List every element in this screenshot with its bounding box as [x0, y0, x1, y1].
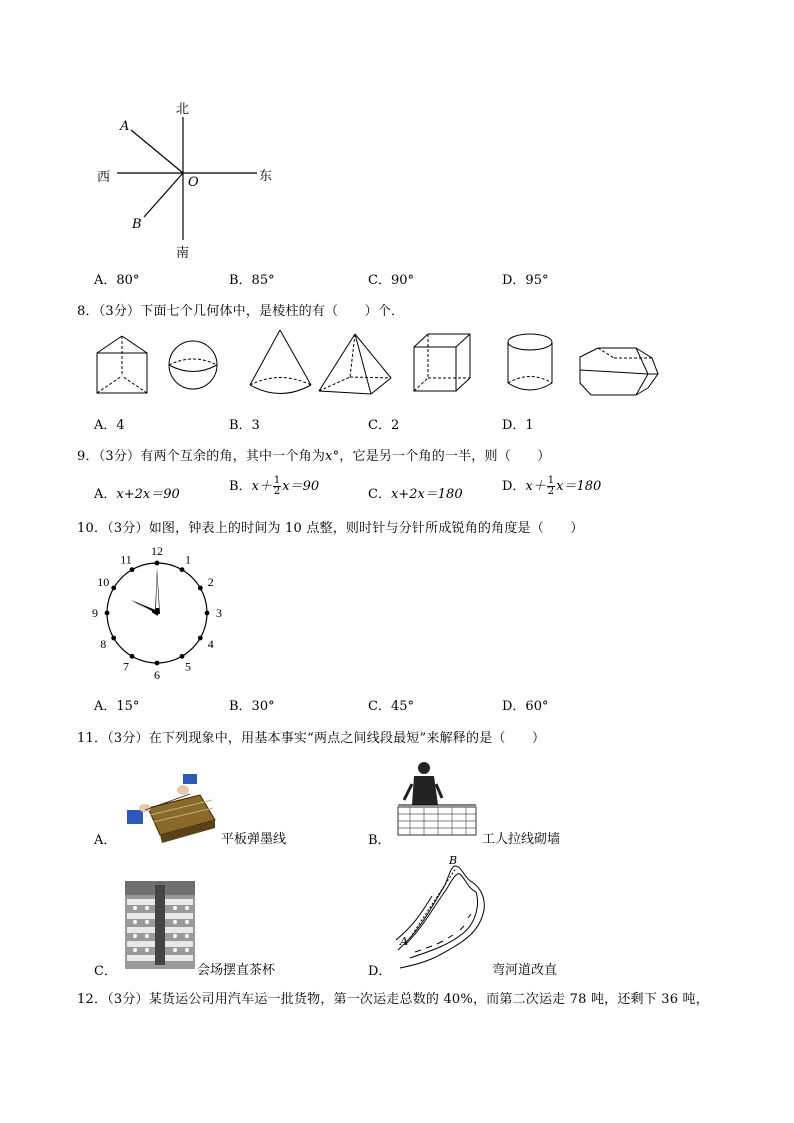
q9-option-a[interactable]: A．x+2x＝90 — [94, 487, 180, 502]
q10-option-b[interactable]: B．30° — [229, 699, 275, 714]
q11-option-c-letter[interactable]: C． — [94, 964, 117, 979]
q10-option-c[interactable]: C．45° — [368, 699, 414, 714]
clock-number: 1 — [185, 552, 191, 567]
q7-option-b[interactable]: B．85° — [229, 273, 275, 288]
clock-number: 12 — [151, 544, 163, 558]
q11-stem: 11．（3分）在下列现象中，用基本事实“两点之间线段最短”来解释的是（ ） — [77, 731, 546, 746]
river-point-a-label: A — [400, 935, 408, 948]
q11-option-a-caption: 平板弹墨线 — [221, 832, 287, 847]
clock-number: 3 — [216, 606, 222, 620]
q11-option-d-letter[interactable]: D． — [368, 964, 392, 979]
q10-option-a[interactable]: A．15° — [94, 699, 140, 714]
compass-south-label: 南 — [176, 246, 190, 261]
clock-number: 9 — [92, 606, 98, 620]
clock-number: 6 — [154, 668, 160, 682]
q10-stem: 10．（3分）如图，钟表上的时间为 10 点整，则时针与分针所成锐角的角度是（ ） — [77, 521, 584, 536]
compass-east-label: 东 — [259, 169, 273, 184]
q11-option-a-letter[interactable]: A． — [94, 833, 117, 848]
q9-option-d[interactable]: D．x＋ $\frac{1}{2}$ x＝180 — [502, 475, 602, 497]
compass-west-label: 西 — [97, 170, 111, 185]
q11-option-c-caption: 会场摆直茶杯 — [197, 963, 276, 978]
fraction-half: $\frac{1}{2}$ — [273, 475, 281, 497]
clock-number: 2 — [207, 575, 214, 589]
clock-number: 8 — [100, 637, 107, 651]
q8-option-c[interactable]: C．2 — [368, 418, 400, 433]
q11-option-b-letter[interactable]: B． — [368, 833, 391, 848]
q7-option-c[interactable]: C．90° — [368, 273, 414, 288]
clock-number: 11 — [120, 552, 132, 567]
q8-option-d[interactable]: D．1 — [502, 418, 534, 433]
q8-option-a[interactable]: A．4 — [94, 418, 125, 433]
q11-option-b-caption: 工人拉线砌墙 — [482, 832, 561, 847]
compass-north-label: 北 — [176, 102, 190, 117]
q7-option-a[interactable]: A．80° — [94, 273, 140, 288]
point-b-label: B — [132, 217, 142, 232]
q9-option-c[interactable]: C．x+2x＝180 — [368, 487, 463, 502]
q8-option-b[interactable]: B．3 — [229, 418, 260, 433]
q10-option-d[interactable]: D．60° — [502, 699, 549, 714]
q9-stem: 9．（3分）有两个互余的角，其中一个角为x°，它是另一个角的一半，则（ ） — [77, 449, 551, 464]
point-a-label: A — [120, 119, 130, 134]
clock-number: 10 — [97, 575, 110, 589]
q8-stem: 8．（3分）下面七个几何体中，是棱柱的有（ ）个． — [77, 304, 405, 319]
q11-option-d-caption: 弯河道改直 — [492, 963, 558, 978]
q12-stem: 12．（3分）某货运公司用汽车运一批货物，第一次运走总数的 40%，而第二次运走 78 吨，还剩下 36 吨， — [77, 992, 709, 1007]
q7-option-d[interactable]: D．95° — [502, 273, 549, 288]
fraction-half: $\frac{1}{2}$ — [547, 475, 555, 497]
clock-number: 7 — [123, 659, 129, 674]
q9-option-b[interactable]: B．x＋ $\frac{1}{2}$ x＝90 — [229, 475, 320, 497]
clock-number: 4 — [207, 637, 214, 651]
clock-number: 5 — [185, 659, 191, 674]
point-o-label: O — [188, 175, 199, 190]
river-point-b-label: B — [449, 854, 458, 867]
